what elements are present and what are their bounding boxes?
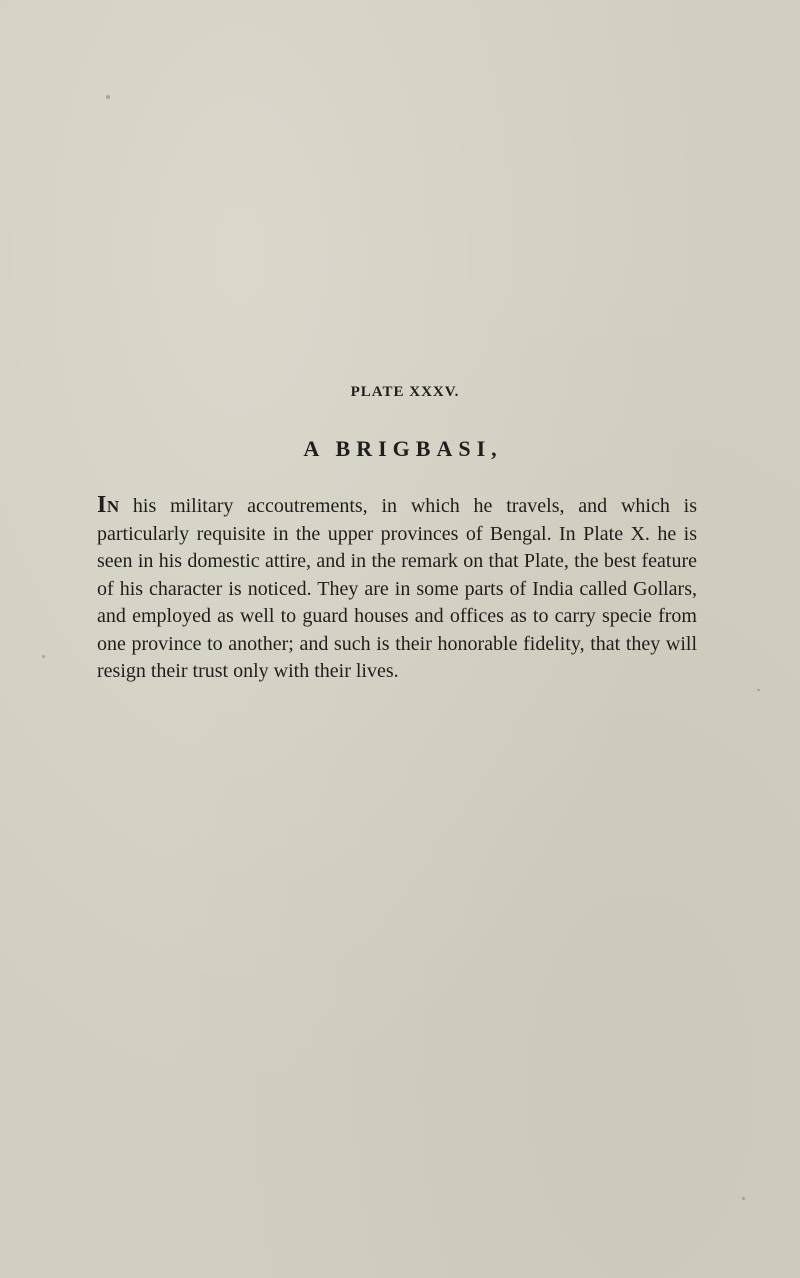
plate-description bbox=[97, 492, 697, 686]
plate-title: A BRIGBASI, bbox=[303, 436, 503, 461]
paper-speck bbox=[742, 1197, 745, 1200]
plate-number: PLATE XXXV. bbox=[350, 384, 460, 400]
paper-speck bbox=[42, 655, 45, 658]
description-body: his military accoutrements, in which he travels, and which is particularly requisite in the upper provinces of Bengal. In Plate X. he is seen in his domestic attire, and in the remark on that Plate, the best feature of his character is noticed. They are in some parts of India called Gollars, and employed as well to guard houses and offices as to carry specie from one province to another; and such is their honorable fidelity, that they will resign their trust only with their lives. bbox=[97, 495, 697, 682]
drop-initial-smallcaps: N bbox=[106, 497, 120, 516]
paper-speck bbox=[106, 95, 110, 99]
drop-initial: I bbox=[97, 492, 107, 518]
paper-speck bbox=[757, 689, 760, 691]
